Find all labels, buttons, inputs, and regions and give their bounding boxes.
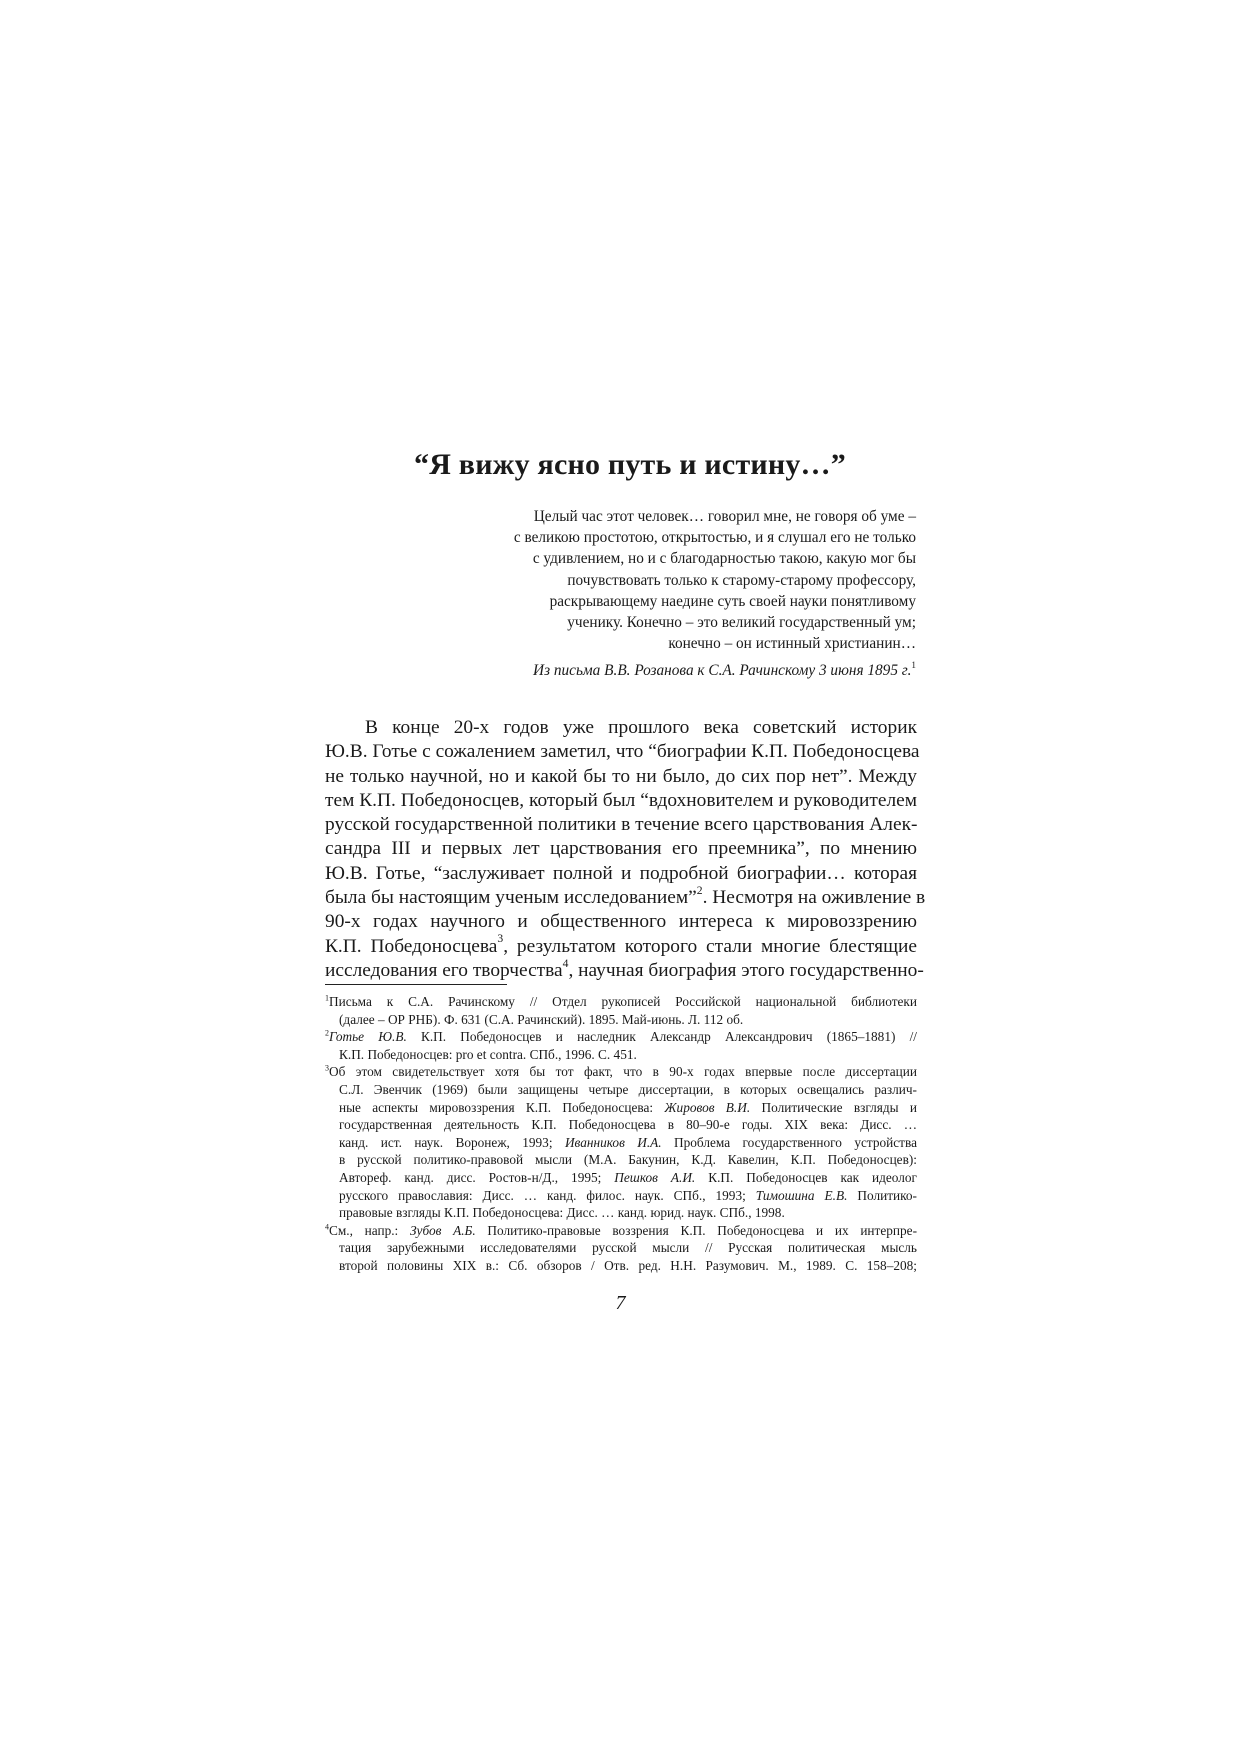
footnote-line: К.П. Победоносцев: pro et contra. СПб., 1996. С. 451.: [339, 1046, 637, 1062]
body-line: Ю.В. Готье, “заслуживает полной и подробной биографии… которая: [325, 862, 917, 884]
body-paragraph: [325, 716, 926, 983]
footnote-line: канд. ист. наук. Воронеж, 1993; Иванников И.А. Проблема государственного устройства: [339, 1134, 917, 1150]
footnote-line: ные аспекты мировоззрения К.П. Победоносцева: Жировов В.И. Политические взгляды и: [339, 1099, 918, 1115]
footnote-line: в русской политико-правовой мысли (М.А. Бакунин, К.Д. Кавелин, К.П. Победоносцев):: [339, 1152, 917, 1168]
footnote-ref[interactable]: 3: [497, 932, 504, 946]
epigraph-source: [440, 659, 916, 680]
epigraph-line: Целый час этот человек… говорил мне, не говоря об уме –: [533, 508, 916, 525]
epigraph-line: конечно – он истинный христианин…: [668, 635, 916, 653]
footnote-ref[interactable]: 4: [562, 956, 569, 970]
footnote-line: второй половины XIX в.: Сб. обзоров / Отв. ред. Н.Н. Разумович. М., 1989. С. 158–208;: [339, 1257, 917, 1273]
chapter-title: “Я вижу ясно путь и истину…”: [414, 448, 846, 481]
footnote-4: $^4$См., напр.: Зубов А.Б. Политико-правовые воззрения К.П. Победоносцева и их интерпре-: [325, 1222, 917, 1238]
footnote-author: Иванников И.А.: [564, 1134, 662, 1150]
footnote-ref[interactable]: 2: [696, 883, 703, 897]
footnote-2: $^2$Готье Ю.В. К.П. Победоносцев и наследник Александр Александрович (1865–1881) //: [325, 1028, 917, 1045]
body-line: сандра III и первых лет царствования его преемника”, по мнению: [325, 838, 917, 860]
footnotes: [325, 993, 917, 1275]
footnote-author: Готье Ю.В.: [328, 1029, 407, 1045]
footnote-1: $^1$Письма к С.А. Рачинскому // Отдел рукописей Российской национальной библиотеки: [325, 993, 917, 1009]
footnote-author: Жировов В.И.: [664, 1099, 751, 1115]
body-line: не только научной, но и какой бы то ни было, до сих пор нет”. Между: [325, 765, 917, 787]
footnote-number: 1: [325, 993, 329, 1003]
body-line: В конце 20-х годов уже прошлого века советский историк: [365, 717, 917, 738]
epigraph-line: почувствовать только к старому-старому профессору,: [567, 571, 916, 589]
footnote-number: 2: [325, 1028, 329, 1038]
body-line: К.П. Победоносцева$^3$, результатом которого стали многие блестящие: [325, 932, 917, 957]
epigraph-line: с удивлением, но и с благодарностью такою, какую мог бы: [532, 550, 916, 568]
footnote-line: Автореф. канд. дисс. Ростов-н/Д., 1995; Пешков А.И. К.П. Победоносцев как идеолог: [339, 1169, 917, 1185]
body-line: 90-х годах научного и общественного интереса к мировоззрению: [325, 911, 917, 933]
footnote-author: Пешков А.И.: [614, 1169, 696, 1185]
body-line: русской государственной политики в течение всего царствования Алек-: [325, 814, 918, 836]
page-number: 7: [615, 1292, 626, 1314]
epigraph-source-text: Из письма В.В. Розанова к С.А. Рачинскому 3 июня 1895 г.: [533, 662, 912, 679]
epigraph-line: с великою простотою, открытостью, и я слушал его не только: [513, 529, 916, 547]
footnote-number: 3: [325, 1063, 329, 1073]
body-line: Ю.В. Готье с сожалением заметил, что “биографии К.П. Победоносцева: [325, 741, 920, 763]
footnote-author: Зубов А.Б.: [409, 1222, 476, 1238]
body-line: исследования его творчества$^4$, научная биография этого государственно-: [325, 956, 924, 981]
footnote-ref[interactable]: 1: [911, 659, 916, 670]
footnote-3: $^3$Об этом свидетельствует хотя бы тот факт, что в 90-х годах впервые после диссертации: [325, 1063, 917, 1080]
epigraph-line: ученику. Конечно – это великий государственный ум;: [567, 614, 916, 632]
footnote-line: правовые взгляды К.П. Победоносцева: Дисс. … канд. юрид. наук. СПб., 1998.: [339, 1205, 785, 1221]
body-line: была бы настоящим ученым исследованием”$^2$. Несмотря на оживление в: [325, 883, 926, 909]
footnote-line: тация зарубежными исследователями русской мысли // Русская политическая мысль: [339, 1240, 917, 1256]
footnote-line: С.Л. Эвенчик (1969) были защищены четыре диссертации, в которых освещались различ-: [339, 1081, 917, 1097]
footnote-line: (далее – ОР РНБ). Ф. 631 (С.А. Рачинский). 1895. Май-июнь. Л. 112 об.: [339, 1011, 744, 1027]
epigraph-line: раскрывающему наедине суть своей науки понятливому: [549, 592, 916, 610]
footnote-number: 4: [325, 1222, 329, 1232]
epigraph: [440, 506, 916, 654]
body-line: тем К.П. Победоносцев, который был “вдохновителем и руководителем: [325, 789, 917, 811]
footnote-separator: [325, 984, 507, 985]
footnote-author: Тимошина Е.В.: [755, 1187, 848, 1203]
footnote-line: государственная деятельность К.П. Победоносцева в 80–90-е годы. XIX века: Дисс. …: [339, 1117, 917, 1133]
footnote-line: русского православия: Дисс. … канд. филос. наук. СПб., 1993; Тимошина Е.В. Политико-: [339, 1187, 917, 1203]
